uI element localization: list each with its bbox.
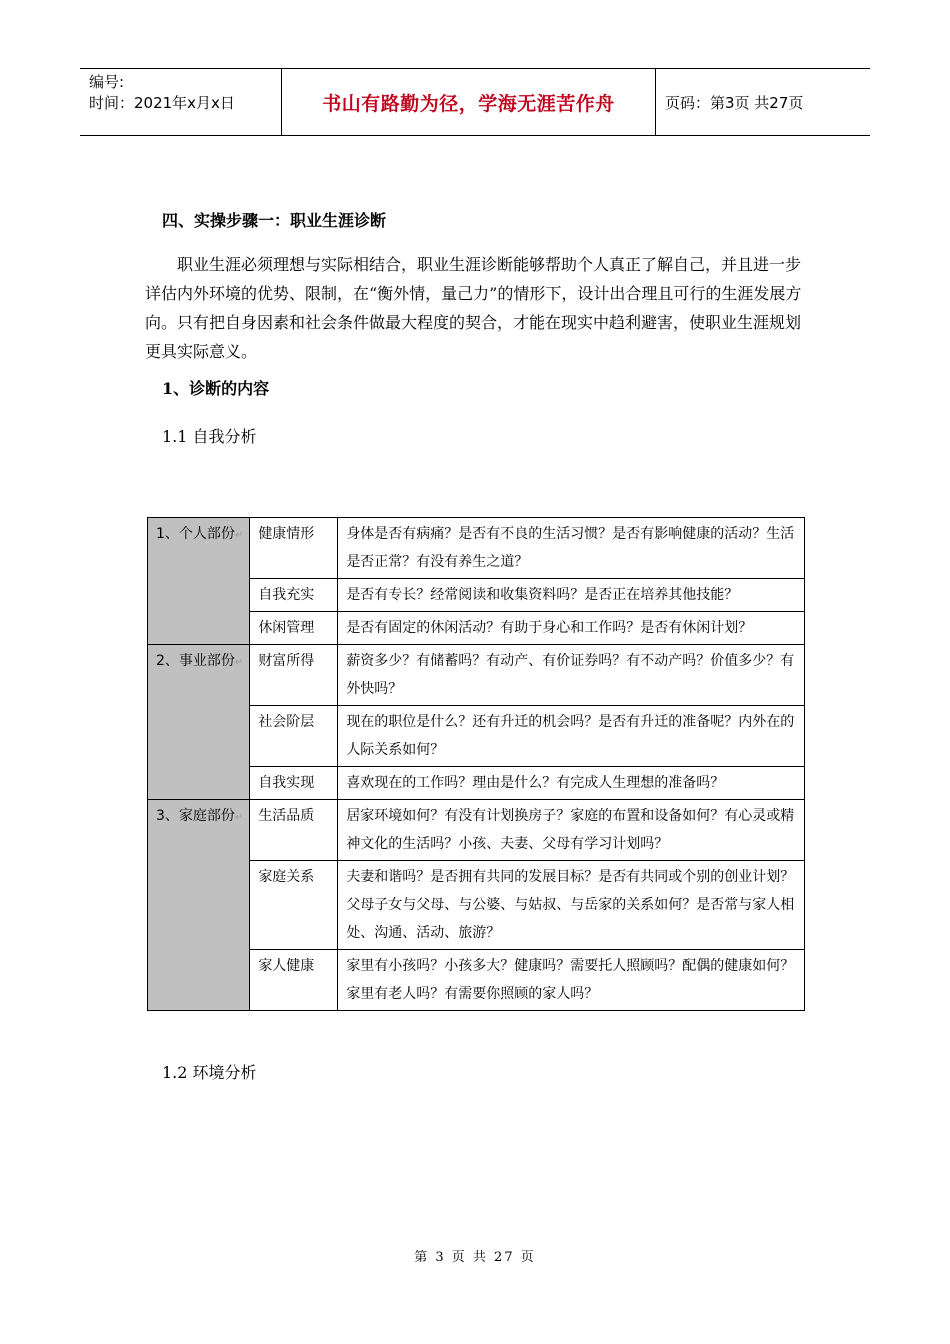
page-header bbox=[80, 68, 870, 136]
paragraph-mark-icon: ↵ bbox=[234, 530, 244, 541]
subheading-diagnosis-content: 1、诊断的内容 bbox=[162, 379, 270, 398]
detail-cell: 薪资多少？有储蓄吗？有动产、有价证券吗？有不动产吗？价值多少？有外快吗？ bbox=[338, 645, 805, 706]
group-cell bbox=[148, 645, 250, 800]
item-cell: 休闲管理 bbox=[250, 612, 338, 645]
item-cell: 社会阶层 bbox=[250, 706, 338, 767]
detail-cell: 夫妻和谐吗？是否拥有共同的发展目标？是否有共同或个别的创业计划？父母子女与父母、与公婆、与姑叔、与岳家的关系如何？是否常与家人相处、沟通、活动、旅游？ bbox=[338, 861, 805, 950]
header-left-cell bbox=[80, 69, 281, 135]
intro-paragraph bbox=[145, 250, 805, 366]
item-cell: 生活品质 bbox=[250, 800, 338, 861]
detail-cell: 是否有固定的休闲活动？有助于身心和工作吗？是否有休闲计划？ bbox=[338, 612, 805, 645]
item-cell: 自我实现 bbox=[250, 767, 338, 800]
item-cell: 家庭关系 bbox=[250, 861, 338, 950]
detail-cell: 喜欢现在的工作吗？理由是什么？有完成人生理想的准备吗？ bbox=[338, 767, 805, 800]
page-footer: 第 3 页 共 27 页 bbox=[414, 1250, 536, 1265]
item-cell: 家人健康 bbox=[250, 950, 338, 1011]
number-label: 编号: bbox=[89, 73, 125, 91]
header-page-label: 页码：第3页 共27页 bbox=[665, 93, 804, 112]
detail-cell: 居家环境如何？有没有计划换房子？家庭的布置和设备如何？有心灵或精神文化的生活吗？小孩、夫妻、父母有学习计划吗？ bbox=[338, 800, 805, 861]
detail-cell: 家里有小孩吗？小孩多大？健康吗？需要托人照顾吗？配偶的健康如何？家里有老人吗？有需要你照顾的家人吗？ bbox=[338, 950, 805, 1011]
intro-text: 职业生涯必须理想与实际相结合，职业生涯诊断能够帮助个人真正了解自己，并且进一步详估内外环境的优势、限制，在“衡外情，量己力”的情形下，设计出合理且可行的生涯发展方向。只有把自身因素和社会条件做最大程度的契合，才能在现实中趋利避害，使职业生涯规划更具实际意义。 bbox=[145, 255, 802, 361]
group-cell bbox=[148, 800, 250, 1011]
item-cell: 财富所得 bbox=[250, 645, 338, 706]
group-label: 3、家庭部份 bbox=[156, 808, 235, 824]
subheading-self-analysis: 1.1 自我分析 bbox=[162, 427, 257, 446]
detail-cell: 现在的职位是什么？还有升迁的机会吗？是否有升迁的准备呢？内外在的人际关系如何？ bbox=[338, 706, 805, 767]
table-row bbox=[148, 518, 805, 579]
detail-cell: 身体是否有病痛？是否有不良的生活习惯？是否有影响健康的活动？生活是否正常？有没有养生之道？ bbox=[338, 518, 805, 579]
table-row bbox=[148, 645, 805, 706]
group-label: 2、事业部份 bbox=[156, 653, 235, 669]
item-cell: 健康情形 bbox=[250, 518, 338, 579]
paragraph-mark-icon: ↵ bbox=[234, 812, 244, 823]
section-title: 四、实操步骤一：职业生涯诊断 bbox=[162, 211, 387, 230]
self-analysis-table bbox=[147, 517, 805, 1011]
group-label: 1、个人部份 bbox=[156, 526, 235, 542]
group-cell bbox=[148, 518, 250, 645]
detail-cell: 是否有专长？经常阅读和收集资料吗？是否正在培养其他技能？ bbox=[338, 579, 805, 612]
paragraph-mark-icon: ↵ bbox=[234, 657, 244, 668]
time-label: 时间：2021年x月x日 bbox=[89, 94, 235, 112]
table-row bbox=[148, 800, 805, 861]
header-motto: 书山有路勤为径，学海无涯苦作舟 bbox=[281, 69, 656, 135]
subheading-environment-analysis: 1.2 环境分析 bbox=[162, 1063, 257, 1082]
item-cell: 自我充实 bbox=[250, 579, 338, 612]
